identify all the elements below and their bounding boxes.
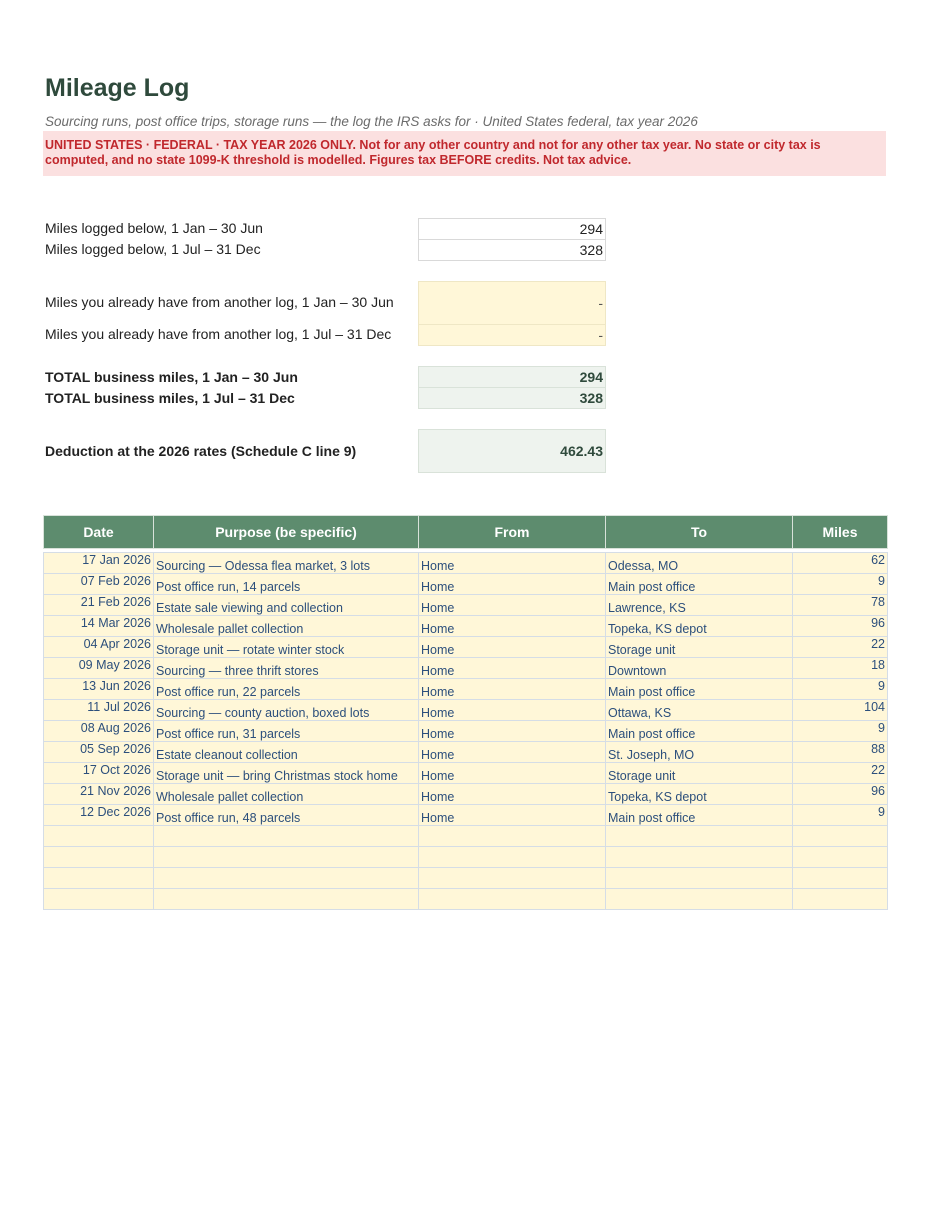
purpose-cell[interactable] [154,847,419,868]
table-row [44,553,888,574]
from-cell[interactable]: Home [419,784,606,805]
page-title: Mileage Log [45,74,190,102]
purpose-cell[interactable]: Sourcing — three thrift stores [154,658,419,679]
mileage-log-table [43,515,888,910]
purpose-cell[interactable]: Storage unit — bring Christmas stock home [154,763,419,784]
purpose-cell[interactable]: Sourcing — county auction, boxed lots [154,700,419,721]
logged-h2-value: 328 [418,239,606,261]
miles-cell[interactable]: 18 [793,658,888,679]
table-row [44,784,888,805]
date-cell[interactable]: 08 Aug 2026 [44,721,154,742]
other-h1-label: Miles you already have from another log, 1 Jan – 30 Jun [45,294,394,310]
table-header-row [44,516,888,549]
table-row [44,868,888,889]
to-cell[interactable] [606,868,793,889]
miles-cell[interactable]: 9 [793,574,888,595]
from-cell[interactable]: Home [419,553,606,574]
from-cell[interactable]: Home [419,805,606,826]
miles-cell[interactable]: 9 [793,679,888,700]
date-cell[interactable]: 17 Jan 2026 [44,553,154,574]
date-cell[interactable]: 09 May 2026 [44,658,154,679]
table-row [44,763,888,784]
date-cell[interactable]: 17 Oct 2026 [44,763,154,784]
table-row [44,742,888,763]
date-cell[interactable]: 13 Jun 2026 [44,679,154,700]
miles-cell[interactable]: 78 [793,595,888,616]
to-cell[interactable]: Main post office [606,805,793,826]
table-row [44,700,888,721]
miles-cell[interactable] [793,847,888,868]
other-h2-input[interactable]: - [418,324,606,346]
date-cell[interactable]: 07 Feb 2026 [44,574,154,595]
from-cell[interactable]: Home [419,658,606,679]
purpose-cell[interactable] [154,868,419,889]
table-row [44,721,888,742]
miles-cell[interactable]: 9 [793,805,888,826]
date-cell[interactable] [44,889,154,910]
total-h2-value: 328 [418,387,606,409]
date-cell[interactable]: 21 Nov 2026 [44,784,154,805]
page-subtitle: Sourcing runs, post office trips, storage runs — the log the IRS asks for · United States federal, tax year 2026 [45,114,698,129]
purpose-cell[interactable]: Post office run, 31 parcels [154,721,419,742]
other-h1-input[interactable]: - [418,281,606,325]
purpose-cell[interactable]: Estate cleanout collection [154,742,419,763]
warning-banner [43,131,886,176]
miles-cell[interactable]: 22 [793,763,888,784]
to-cell[interactable]: Odessa, MO [606,553,793,574]
from-cell[interactable]: Home [419,700,606,721]
to-cell[interactable]: Lawrence, KS [606,595,793,616]
miles-cell[interactable]: 96 [793,784,888,805]
purpose-cell[interactable]: Wholesale pallet collection [154,616,419,637]
deduction-value: 462.43 [418,429,606,473]
from-cell[interactable]: Home [419,763,606,784]
table-row [44,616,888,637]
column-header-miles: Miles [793,516,888,549]
table-row [44,574,888,595]
from-cell[interactable]: Home [419,721,606,742]
from-cell[interactable]: Home [419,742,606,763]
table-row [44,805,888,826]
column-header-date: Date [44,516,154,549]
miles-cell[interactable] [793,889,888,910]
table-row [44,637,888,658]
table-row [44,658,888,679]
date-cell[interactable]: 21 Feb 2026 [44,595,154,616]
column-header-from: From [419,516,606,549]
miles-cell[interactable]: 104 [793,700,888,721]
purpose-cell[interactable]: Post office run, 48 parcels [154,805,419,826]
column-header-to: To [606,516,793,549]
total-h1-label: TOTAL business miles, 1 Jan – 30 Jun [45,369,298,385]
miles-cell[interactable]: 22 [793,637,888,658]
warning-text: UNITED STATES · FEDERAL · TAX YEAR 2026 ONLY. Not for any other country and not for any other tax year. No state or city tax is computed, and no state 1099-K threshold is modelled. Figures tax BEFORE credits. Not tax advice. [45,138,821,167]
column-header-purpose: Purpose (be specific) [154,516,419,549]
from-cell[interactable]: Home [419,595,606,616]
miles-cell[interactable]: 88 [793,742,888,763]
to-cell[interactable] [606,826,793,847]
other-h2-label: Miles you already have from another log, 1 Jul – 31 Dec [45,326,392,342]
deduction-label: Deduction at the 2026 rates (Schedule C line 9) [45,443,357,459]
date-cell[interactable] [44,826,154,847]
logged-h1-label: Miles logged below, 1 Jan – 30 Jun [45,220,263,236]
miles-cell[interactable] [793,868,888,889]
purpose-cell[interactable] [154,826,419,847]
total-h1-value: 294 [418,366,606,388]
from-cell[interactable]: Home [419,637,606,658]
date-cell[interactable]: 04 Apr 2026 [44,637,154,658]
to-cell[interactable]: Topeka, KS depot [606,616,793,637]
table-body [44,549,888,910]
miles-cell[interactable]: 9 [793,721,888,742]
purpose-cell[interactable]: Storage unit — rotate winter stock [154,637,419,658]
date-cell[interactable] [44,847,154,868]
to-cell[interactable]: Storage unit [606,763,793,784]
purpose-cell[interactable]: Post office run, 14 parcels [154,574,419,595]
logged-h2-label: Miles logged below, 1 Jul – 31 Dec [45,241,261,257]
miles-cell[interactable] [793,826,888,847]
to-cell[interactable]: St. Joseph, MO [606,742,793,763]
date-cell[interactable]: 11 Jul 2026 [44,700,154,721]
date-cell[interactable] [44,868,154,889]
from-cell[interactable]: Home [419,679,606,700]
miles-cell[interactable]: 62 [793,553,888,574]
to-cell[interactable]: Topeka, KS depot [606,784,793,805]
table-row [44,679,888,700]
purpose-cell[interactable] [154,889,419,910]
to-cell[interactable]: Ottawa, KS [606,700,793,721]
to-cell[interactable] [606,847,793,868]
from-cell[interactable]: Home [419,574,606,595]
table-row [44,595,888,616]
to-cell[interactable] [606,889,793,910]
miles-cell[interactable]: 96 [793,616,888,637]
table-row [44,847,888,868]
from-cell[interactable]: Home [419,616,606,637]
to-cell[interactable]: Downtown [606,658,793,679]
purpose-cell[interactable]: Sourcing — Odessa flea market, 3 lots [154,553,419,574]
from-cell[interactable] [419,889,606,910]
to-cell[interactable]: Storage unit [606,637,793,658]
table-row [44,889,888,910]
date-cell[interactable]: 12 Dec 2026 [44,805,154,826]
to-cell[interactable]: Main post office [606,721,793,742]
purpose-cell[interactable]: Post office run, 22 parcels [154,679,419,700]
purpose-cell[interactable]: Wholesale pallet collection [154,784,419,805]
from-cell[interactable] [419,826,606,847]
to-cell[interactable]: Main post office [606,679,793,700]
to-cell[interactable]: Main post office [606,574,793,595]
table-row [44,826,888,847]
from-cell[interactable] [419,868,606,889]
purpose-cell[interactable]: Estate sale viewing and collection [154,595,419,616]
logged-h1-value: 294 [418,218,606,240]
from-cell[interactable] [419,847,606,868]
date-cell[interactable]: 05 Sep 2026 [44,742,154,763]
total-h2-label: TOTAL business miles, 1 Jul – 31 Dec [45,390,295,406]
date-cell[interactable]: 14 Mar 2026 [44,616,154,637]
